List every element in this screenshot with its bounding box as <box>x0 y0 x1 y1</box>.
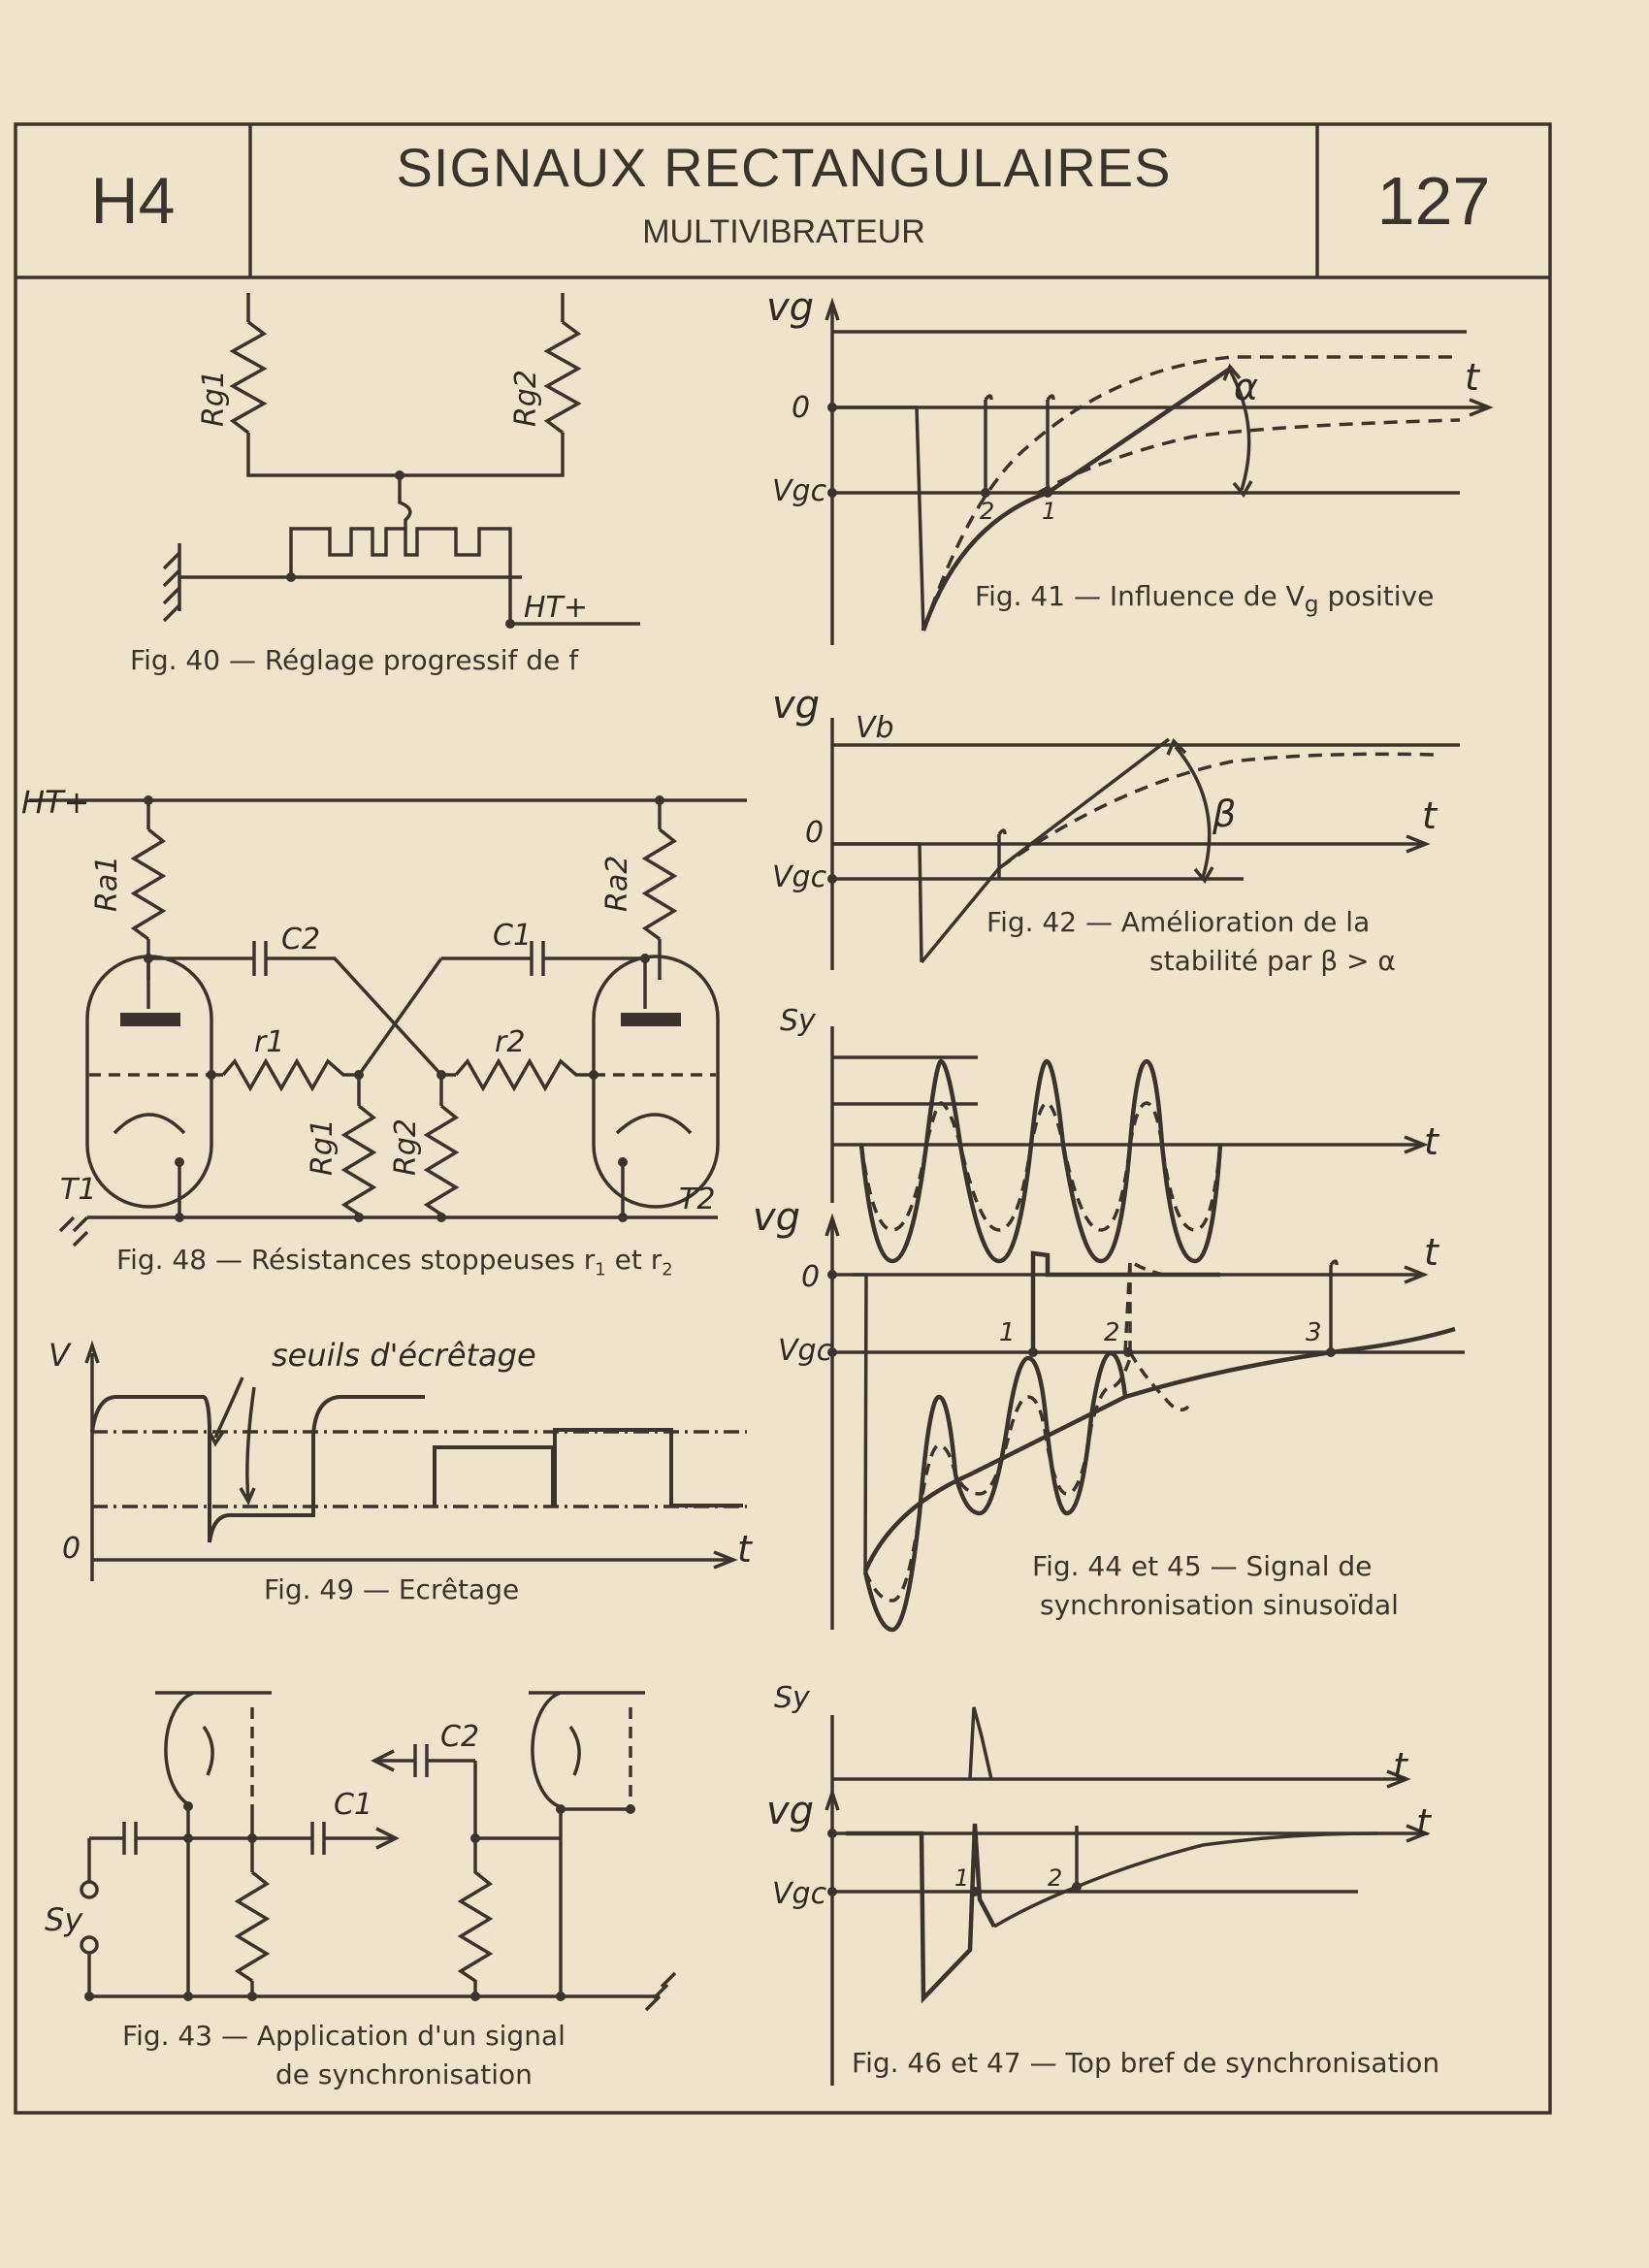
point-2-fig47: 2 <box>1048 1864 1063 1892</box>
tube-left-fig43 <box>155 1693 272 1806</box>
label-ht-plus-fig48: HT+ <box>21 784 90 821</box>
caption-fig43-line1: Fig. 43 — Application d'un signal <box>122 2020 566 2052</box>
label-rg1-fig40: Rg1 <box>197 370 231 427</box>
tube-right-fig43 <box>529 1693 645 1806</box>
label-vgc-fig41: Vgc <box>772 474 827 508</box>
label-zero-fig45: 0 <box>801 1260 821 1294</box>
label-r2: r2 <box>495 1025 526 1059</box>
caption-fig41-sub: g <box>1304 590 1319 618</box>
label-zero-fig49: 0 <box>62 1532 81 1566</box>
label-t-fig41: t <box>1465 356 1479 399</box>
label-vgc-fig45: Vgc <box>778 1334 833 1368</box>
label-rg2-fig48: Rg2 <box>389 1118 423 1176</box>
label-c2-fig48: C2 <box>281 923 321 956</box>
point-2-fig41: 2 <box>980 498 995 525</box>
label-c2-fig43: C2 <box>440 1720 480 1754</box>
label-zero-fig41: 0 <box>792 391 811 425</box>
label-t-fig46: t <box>1393 1745 1407 1788</box>
label-sy-fig44: Sy <box>780 1004 816 1038</box>
tap-switch-fig40 <box>291 529 510 577</box>
label-t-fig47: t <box>1416 1801 1431 1844</box>
caption-fig42-line1: Fig. 42 — Amélioration de la <box>986 906 1371 938</box>
caption-fig41 <box>975 578 1434 623</box>
label-sy-fig46: Sy <box>774 1681 810 1715</box>
fig40-circuit <box>164 293 640 624</box>
caption-fig48-sub2: 2 <box>662 1259 673 1280</box>
label-vg-fig47: vg <box>766 1789 815 1833</box>
label-t-fig44: t <box>1424 1120 1439 1163</box>
sy-sinusoid-graph <box>832 1026 1424 1261</box>
caption-fig43-line2: de synchronisation <box>275 2058 533 2090</box>
page-title: SIGNAUX RECTANGULAIRES <box>396 137 1172 198</box>
label-seuils: seuils d'écrêtage <box>272 1337 536 1374</box>
label-t2: T2 <box>679 1183 716 1216</box>
page-subtitle: MULTIVIBRATEUR <box>642 213 925 250</box>
label-vg-fig45: vg <box>753 1195 801 1240</box>
caption-fig4647: Fig. 46 et 47 — Top bref de synchronisation <box>852 2047 1440 2079</box>
label-vb-fig42: Vb <box>856 711 894 745</box>
label-t-fig45: t <box>1424 1231 1439 1274</box>
caption-fig41-main: Fig. 41 — Influence de V <box>975 580 1305 612</box>
label-c1-fig43: C1 <box>334 1788 373 1822</box>
caption-fig48-sub1: 1 <box>595 1259 606 1280</box>
caption-fig41-end: positive <box>1318 580 1435 612</box>
label-t-fig42: t <box>1422 794 1437 837</box>
resistor-ra1 <box>134 829 163 939</box>
label-vgc-fig42: Vgc <box>772 860 827 894</box>
fig43-circuit <box>81 1693 675 2010</box>
label-c1-fig48: C1 <box>493 919 533 953</box>
section-tag: H4 <box>90 164 176 238</box>
label-v-fig49: V <box>48 1337 70 1374</box>
label-rg2-fig40: Rg2 <box>509 370 543 427</box>
caption-fig40: Fig. 40 — Réglage progressif de f <box>130 644 579 676</box>
resistor-rg1-fig48 <box>344 1106 373 1215</box>
label-vg-fig41: vg <box>766 285 815 330</box>
label-r1: r1 <box>254 1025 285 1059</box>
resistor-rg2-fig48 <box>427 1106 456 1215</box>
tube-t2 <box>594 956 718 1207</box>
resistor-rg1-fig40 <box>233 322 264 433</box>
point-1-fig45: 1 <box>999 1318 1016 1347</box>
resistor-rg2-fig40 <box>547 322 578 433</box>
label-rg1-fig48: Rg1 <box>306 1118 340 1176</box>
resistor-r2 <box>456 1061 594 1088</box>
caption-fig49: Fig. 49 — Ecrêtage <box>264 1573 520 1605</box>
label-ra2: Ra2 <box>600 855 634 912</box>
label-sy-fig43: Sy <box>45 1901 83 1938</box>
label-ra1: Ra1 <box>90 855 124 912</box>
resistor-ra2 <box>645 829 674 939</box>
resistor-r1 <box>223 1061 359 1088</box>
label-t1: T1 <box>60 1173 97 1207</box>
point-2-fig45: 2 <box>1104 1318 1120 1347</box>
label-alpha-fig41: α <box>1234 366 1259 408</box>
label-vgc-fig47: Vgc <box>772 1877 827 1911</box>
point-1-fig47: 1 <box>954 1864 970 1892</box>
label-vg-fig42: vg <box>772 683 821 728</box>
caption-fig4445-line2: synchronisation sinusoïdal <box>1040 1589 1399 1621</box>
point-3-fig45: 3 <box>1306 1318 1322 1347</box>
page-number: 127 <box>1376 163 1491 239</box>
caption-fig48-mid: et r <box>605 1244 663 1276</box>
point-1-fig41: 1 <box>1042 498 1057 525</box>
label-t-fig49: t <box>737 1528 752 1571</box>
fig49-graph <box>86 1345 747 1581</box>
label-zero-fig42: 0 <box>805 816 824 850</box>
fig4647-graph <box>826 1707 1426 2086</box>
label-beta-fig42: β <box>1212 793 1237 835</box>
caption-fig48 <box>116 1242 673 1289</box>
caption-fig4445-line1: Fig. 44 et 45 — Signal de <box>1032 1550 1373 1582</box>
caption-fig42-line2: stabilité par β > α <box>1149 945 1396 977</box>
label-ht-plus-fig40: HT+ <box>524 591 589 625</box>
caption-fig48-main: Fig. 48 — Résistances stoppeuses r <box>116 1244 596 1276</box>
